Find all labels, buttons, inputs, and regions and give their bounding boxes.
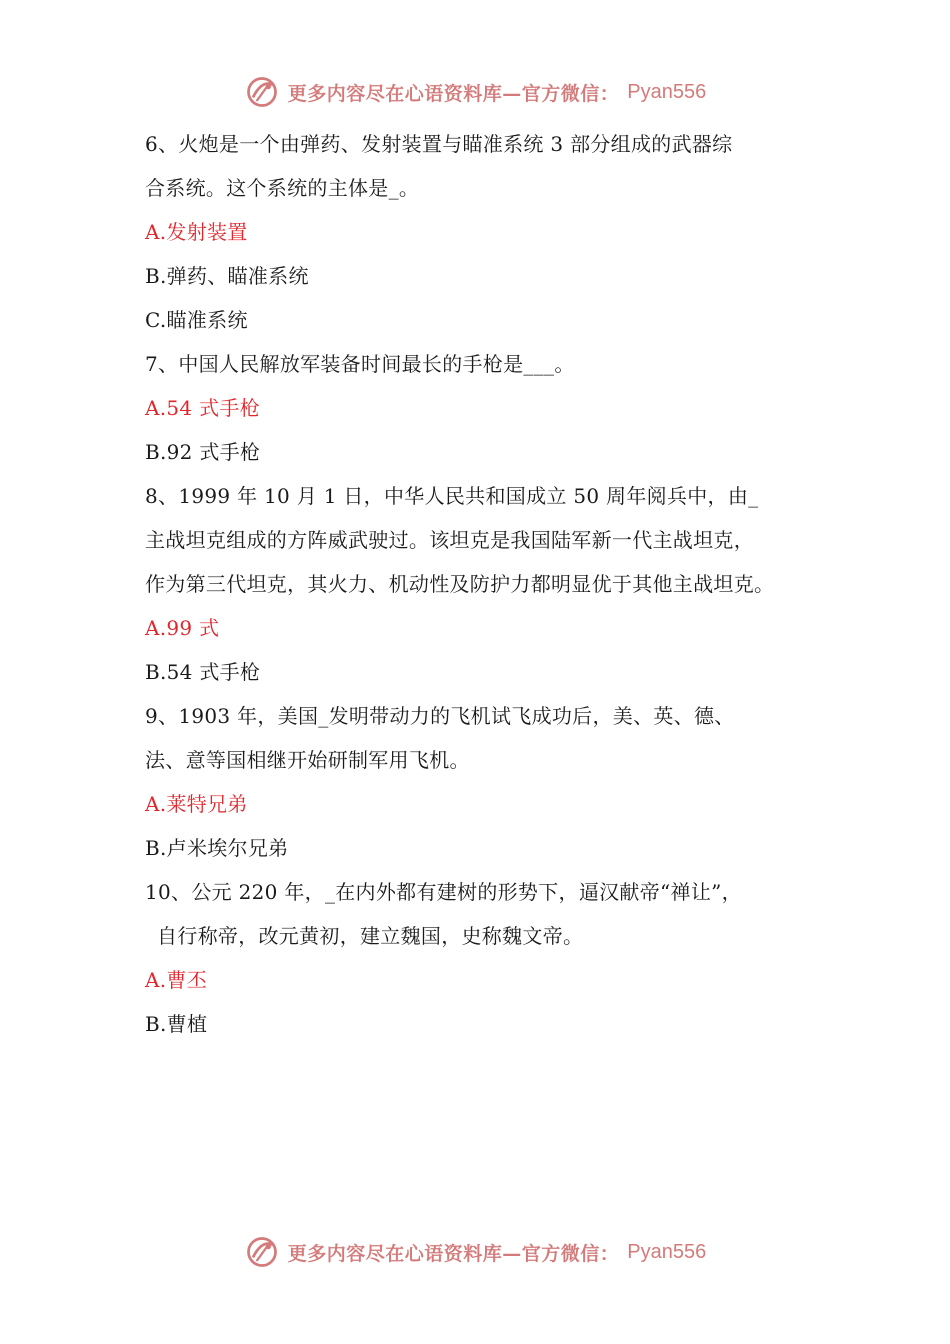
option-c: C.瞄准系统 xyxy=(145,308,248,332)
question-6 xyxy=(145,122,805,342)
option-b: B.卢米埃尔兄弟 xyxy=(145,836,289,860)
question-text: 合系统。这个系统的主体是_。 xyxy=(145,176,420,200)
header-wechat-id: Pyan556 xyxy=(627,80,707,103)
question-text: 作为第三代坦克，其火力、机动性及防护力都明显优于其他主战坦克。 xyxy=(145,572,775,596)
footer-banner-text: 更多内容尽在心语资料库—官方微信： xyxy=(287,1242,620,1265)
question-text: 法、意等国相继开始研制军用飞机。 xyxy=(145,748,470,772)
question-text: 9、1903 年，美国_发明带动力的飞机试飞成功后，美、英、德、 xyxy=(145,704,735,728)
question-text: 自行称帝，改元黄初，建立魏国，史称魏文帝。 xyxy=(157,924,584,948)
question-7 xyxy=(145,342,805,474)
logo-icon xyxy=(244,74,280,110)
header-banner-text: 更多内容尽在心语资料库—官方微信： xyxy=(287,82,620,105)
option-b: B.54 式手枪 xyxy=(145,660,261,684)
question-text: 主战坦克组成的方阵威武驶过。该坦克是我国陆军新一代主战坦克， xyxy=(145,528,754,552)
option-b: B.弹药、瞄准系统 xyxy=(145,264,309,288)
option-b: B.92 式手枪 xyxy=(145,440,261,464)
question-list xyxy=(145,122,805,1046)
option-a: A.发射装置 xyxy=(145,220,248,244)
option-a: A.曹丕 xyxy=(145,968,208,992)
logo-icon xyxy=(244,1234,280,1270)
option-a: A.莱特兄弟 xyxy=(145,792,248,816)
question-text: 7、中国人民解放军装备时间最长的手枪是___。 xyxy=(145,352,575,376)
question-text: 8、1999 年 10 月 1 日，中华人民共和国成立 50 周年阅兵中，由_ xyxy=(145,484,759,508)
footer-wechat-id: Pyan556 xyxy=(627,1240,707,1263)
question-8 xyxy=(145,474,805,694)
footer-banner xyxy=(0,1232,950,1272)
option-a: A.54 式手枪 xyxy=(145,396,261,420)
question-text: 6、火炮是一个由弹药、发射装置与瞄准系统 3 部分组成的武器综 xyxy=(145,132,733,156)
option-a: A.99 式 xyxy=(145,616,220,640)
question-10 xyxy=(145,870,805,1046)
question-9 xyxy=(145,694,805,870)
option-b: B.曹植 xyxy=(145,1012,208,1036)
question-text: 10、公元 220 年，_在内外都有建树的形势下，逼汉献帝“禅让”， xyxy=(145,880,742,904)
header-banner xyxy=(0,72,950,112)
